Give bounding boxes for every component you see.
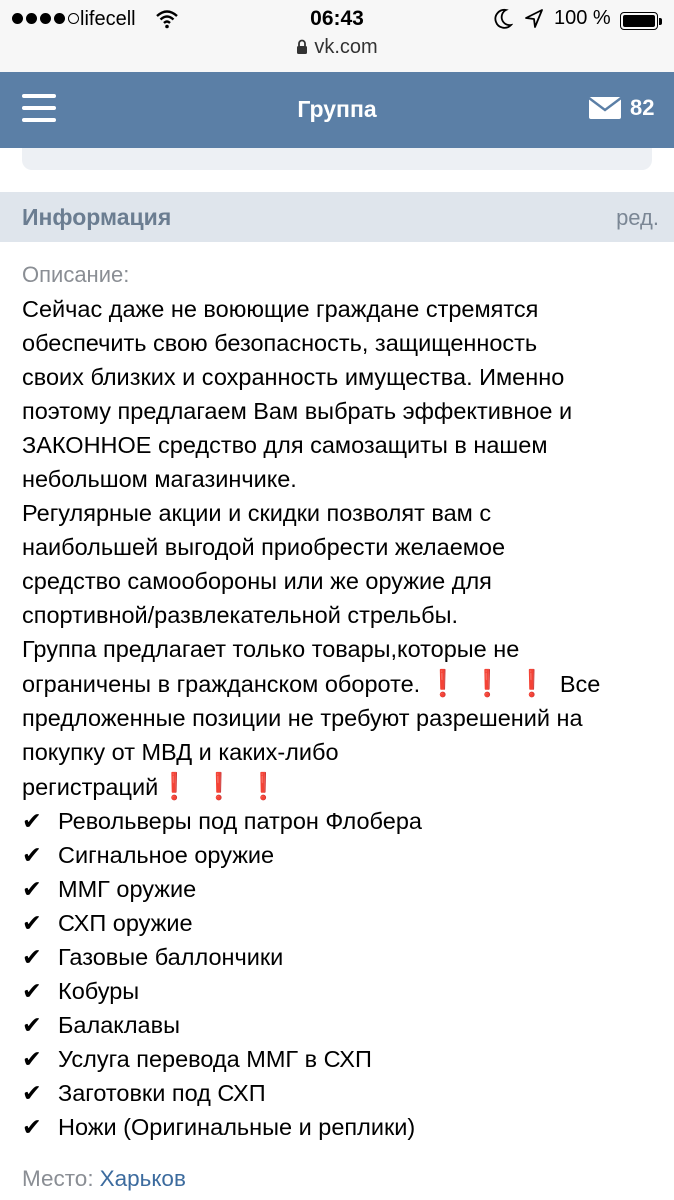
check-icon: ✔: [22, 1080, 42, 1106]
mail-count-badge[interactable]: 82: [630, 95, 655, 120]
list-item-label: Газовые баллончики: [58, 944, 284, 970]
check-icon: ✔: [22, 842, 42, 868]
list-item-label: ММГ оружие: [58, 876, 197, 902]
description-line: небольшом магазинчике.: [22, 466, 297, 492]
description-line: Регулярные акции и скидки позволят вам с: [22, 500, 492, 526]
description-text: регистраций: [22, 774, 159, 800]
info-section-header: [0, 192, 674, 242]
list-item: [22, 804, 662, 838]
list-item: [22, 1110, 662, 1144]
list-item: [22, 1076, 662, 1110]
description-line: Сейчас даже не воюющие граждане стремятся: [22, 296, 539, 322]
list-item-label: Услуга перевода ММГ в СХП: [58, 1046, 372, 1072]
place-link[interactable]: Харьков: [99, 1166, 186, 1191]
edit-link[interactable]: ред.: [616, 205, 659, 230]
list-item-label: Ножи (Оригинальные и реплики): [58, 1114, 416, 1140]
check-icon: ✔: [22, 808, 42, 834]
description-text: ограничены в гражданском обороте.: [22, 671, 421, 697]
description-line: своих близких и сохранность имущества. Именно: [22, 364, 565, 390]
do-not-disturb-icon: [493, 8, 513, 36]
list-item: [22, 940, 662, 974]
description-block: [22, 258, 662, 1144]
place-label: Место:: [22, 1166, 94, 1191]
description-line: наибольшей выгодой приобрести желаемое: [22, 534, 506, 560]
lock-icon: [296, 38, 308, 61]
exclamation-icon: ❗❗❗: [426, 668, 560, 698]
description-line: предложенные позиции не требуют разрешений на: [22, 705, 583, 731]
list-item-label: Балаклавы: [58, 1012, 180, 1038]
top-navbar: [0, 72, 674, 148]
location-icon: [524, 8, 544, 36]
description-label: Описание:: [22, 262, 130, 287]
description-line: спортивной/развлекательной стрельбы.: [22, 602, 459, 628]
battery-tip: [659, 18, 662, 25]
list-item: [22, 838, 662, 872]
carrier-name: lifecell: [80, 8, 136, 30]
clock: 06:43: [310, 7, 364, 30]
check-icon: ✔: [22, 1114, 42, 1140]
list-item: [22, 906, 662, 940]
list-item-label: Кобуры: [58, 978, 140, 1004]
list-item: [22, 1008, 662, 1042]
status-bar: [0, 0, 674, 72]
place-row: [22, 1164, 186, 1194]
check-icon: ✔: [22, 944, 42, 970]
description-line: средство самообороны или же оружие для: [22, 568, 492, 594]
exclamation-icon: ❗❗❗: [158, 771, 292, 801]
page-title: Группа: [297, 96, 377, 122]
url-text: vk.com: [314, 36, 378, 58]
check-icon: ✔: [22, 1012, 42, 1038]
description-line: [22, 769, 662, 804]
check-icon: ✔: [22, 876, 42, 902]
description-line: поэтому предлагаем Вам выбрать эффективное и: [22, 398, 573, 424]
check-icon: ✔: [22, 910, 42, 936]
check-icon: ✔: [22, 1046, 42, 1072]
description-line: обеспечить свою безопасность, защищенность: [22, 330, 538, 356]
list-item-label: Заготовки под СХП: [58, 1080, 266, 1106]
list-item: [22, 974, 662, 1008]
list-item-label: Сигнальное оружие: [58, 842, 275, 868]
list-item-label: Револьверы под патрон Флобера: [58, 808, 422, 834]
battery-icon: [620, 12, 658, 30]
description-line: [22, 666, 662, 701]
url-bar[interactable]: [0, 36, 674, 61]
mail-icon[interactable]: [588, 96, 622, 125]
description-line: ЗАКОННОЕ средство для самозащиты в нашем: [22, 432, 548, 458]
battery-percentage: 100 %: [554, 7, 611, 29]
list-item: [22, 1042, 662, 1076]
list-item-label: СХП оружие: [58, 910, 193, 936]
list-item: [22, 872, 662, 906]
description-line: покупку от МВД и каких-либо: [22, 739, 339, 765]
previous-card-bottom: [22, 148, 652, 170]
check-icon: ✔: [22, 978, 42, 1004]
description-line: Группа предлагает только товары,которые не: [22, 636, 520, 662]
section-title: Информация: [22, 204, 172, 230]
description-text: Все: [559, 671, 601, 697]
